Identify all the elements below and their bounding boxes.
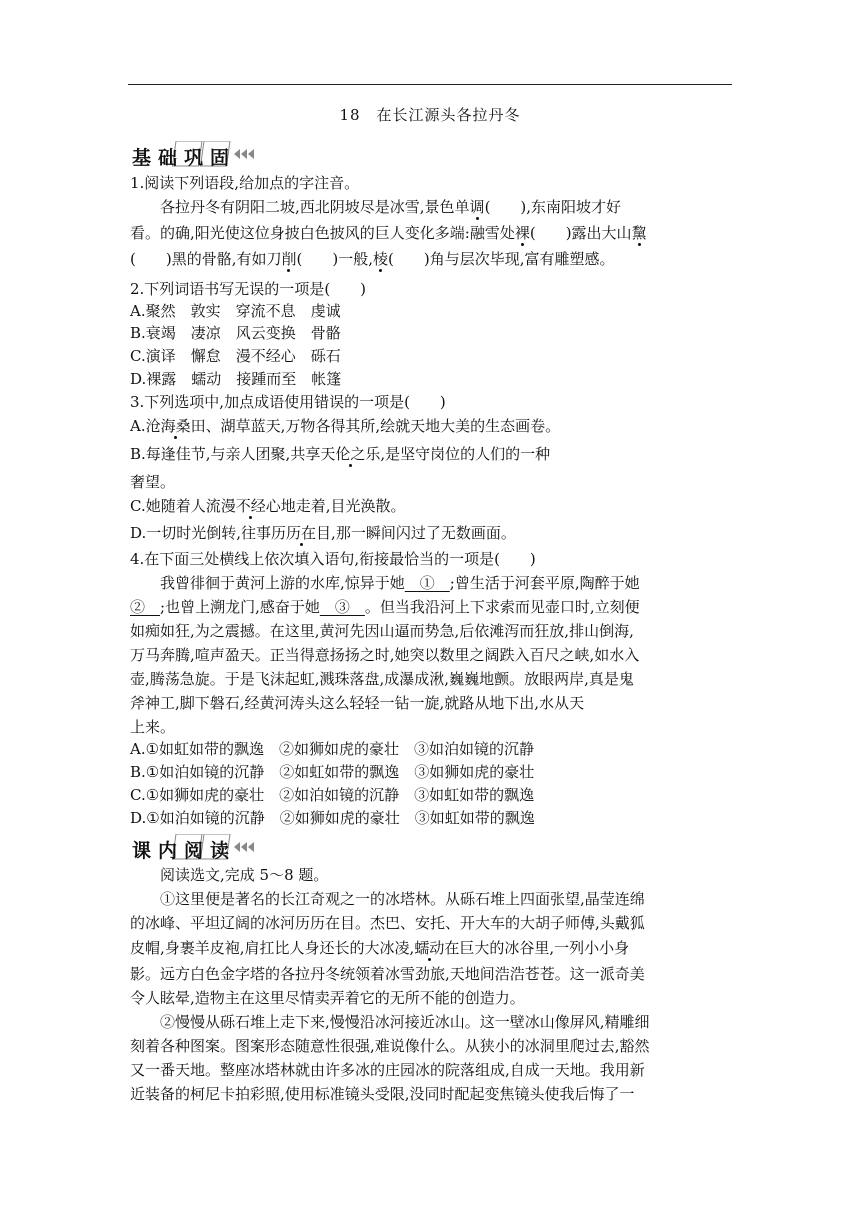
dotted-char: 调 <box>469 198 485 216</box>
blank-1: ① <box>404 574 450 592</box>
dotted-char: 削 <box>281 250 297 268</box>
q4-option-d: D.①如泊如镜的沉静 ②如狮如虎的豪壮 ③如虹如带的飘逸 <box>130 809 535 827</box>
q3-option-b: B.每逢佳节,与亲人团聚,共享天伦之乐,是坚守岗位的人们的一种 <box>130 445 551 463</box>
dotted-char: 黧 <box>631 224 647 242</box>
reading-line: ①这里便是著名的长江奇观之一的冰塔林。从砾石堆上四面张望,晶莹连绵 <box>160 890 645 908</box>
dotted-char: 裸 <box>514 224 530 242</box>
q4-passage-line: ② ;也曾上溯龙门,感奋于她 ③ 。但当我沿河上下求索而见壶口时,立刻便 <box>130 598 640 616</box>
q4-stem: 4.在下面三处横线上依次填入语句,衔接最恰当的一项是( ) <box>130 550 536 568</box>
q4-passage-line: 壶,腾荡急旋。于是飞沫起虹,溅珠落盘,成瀑成湫,巍巍地颤。放眼两岸,真是鬼 <box>130 670 634 688</box>
q3-option-c: C.她随着人流漫不经心地走着,目光涣散。 <box>130 497 406 515</box>
blank-3: ③ <box>319 598 365 616</box>
q2-option-d: D.裸露 蠕动 接踵而至 帐篷 <box>130 370 342 388</box>
header-rule <box>128 84 732 85</box>
reading-line: 的冰峰、平坦辽阔的冰河历历在目。杰巴、安托、开大车的大胡子师傅,头戴狐 <box>130 914 645 932</box>
reading-line: 近装备的柯尼卡拍彩照,使用标准镜头受限,没同时配起变焦镜头使我后悔了一 <box>130 1085 635 1103</box>
q1-stem: 1.阅读下列语段,给加点的字注音。 <box>130 174 360 192</box>
reading-intro: 阅读选文,完成 5～8 题。 <box>160 866 329 884</box>
q4-option-b: B.①如泊如镜的沉静 ②如虹如带的飘逸 ③如狮如虎的豪壮 <box>130 763 535 781</box>
section-label: 基础巩固 <box>132 147 237 169</box>
q4-passage-line: 我曾徘徊于黄河上游的水库,惊异于她 ① ;曾生活于河套平原,陶醉于她 <box>160 574 640 592</box>
dotted-idiom: 漫不经心 <box>220 497 281 515</box>
blank-2: ② <box>130 598 161 616</box>
reading-line: 令人眩晕,造物主在这里尽情卖弄着它的无所不能的创造力。 <box>130 989 525 1007</box>
reading-line: 又一番天地。整座冰塔林就由许多冰的庄园冰的院落组成,自成一天地。我用新 <box>130 1061 645 1079</box>
q4-option-a: A.①如虹如带的飘逸 ②如狮如虎的豪壮 ③如泊如镜的沉静 <box>130 740 535 758</box>
q3-stem: 3.下列选项中,加点成语使用错误的一项是( ) <box>130 393 446 411</box>
dotted-char: 棱 <box>372 250 388 268</box>
q3-option-d: D.一切时光倒转,往事历历在目,那一瞬间闪过了无数画面。 <box>130 524 516 542</box>
q1-passage-line: ( )黑的骨骼,有如刀削( )一般,棱( )角与层次毕现,富有雕塑感。 <box>130 250 615 268</box>
section-label: 课内阅读 <box>132 840 237 862</box>
reading-line: ②慢慢从砾石堆上走下来,慢慢沿冰河接近冰山。这一壁冰山像屏风,精雕细 <box>160 1013 650 1031</box>
q4-option-c: C.①如狮如虎的豪壮 ②如泊如镜的沉静 ③如虹如带的飘逸 <box>130 786 535 804</box>
q1-passage-line: 看。的确,阳光使这位身披白色披风的巨人变化多端:融雪处裸( )露出大山黧 <box>130 224 647 242</box>
reading-line: 皮帽,身裹羊皮袍,肩扛比人身还长的大冰凌,蠕动在巨大的冰谷里,一列小小身 <box>130 939 630 957</box>
q2-option-c: C.演译 懈怠 漫不经心 砾石 <box>130 347 341 365</box>
q2-stem: 2.下列词语书写无误的一项是( ) <box>130 280 367 298</box>
q4-passage-line: 万马奔腾,喧声盈天。正当得意扬扬之时,她突以数里之阔跌入百尺之峡,如水入 <box>130 646 640 664</box>
dotted-idiom: 天伦之乐 <box>320 445 381 463</box>
q3-option-a: A.沧海桑田、湖草蓝天,万物各得其所,绘就天地大美的生态画卷。 <box>130 417 561 435</box>
q3-option-b-cont: 奢望。 <box>130 473 176 491</box>
q4-passage-line: 上来。 <box>130 718 176 736</box>
q4-passage-line: 斧神工,脚下磐石,经黄河涛头这么轻轻一钻一旋,就路从地下出,水从天 <box>130 694 585 712</box>
page-title: 18 在长江源头各拉丹冬 <box>339 106 521 124</box>
reading-line: 影。远方白色金字塔的各拉丹冬统领着冰雪劲旅,天地间浩浩苍苍。这一派奇美 <box>130 965 645 983</box>
dotted-word: 蠕动 <box>414 939 445 957</box>
q2-option-a: A.聚然 敦实 穿流不息 虔诚 <box>130 302 341 320</box>
q2-option-b: B.衰竭 凄凉 风云变换 骨骼 <box>130 324 341 342</box>
dotted-idiom: 沧海桑田 <box>145 417 206 435</box>
reading-line: 刻着各种图案。图案形态随意性很强,难说像什么。从狭小的冰洞里爬过去,豁然 <box>130 1037 650 1055</box>
dotted-idiom: 历历在目 <box>271 524 332 542</box>
q1-passage-line: 各拉丹冬有阴阳二坡,西北阴坡尽是冰雪,景色单调( ),东南阳坡才好 <box>160 198 622 216</box>
q4-passage-line: 如痴如狂,为之震撼。在这里,黄河先因山逼而势急,后依滩泻而狂放,排山倒海, <box>130 622 634 640</box>
